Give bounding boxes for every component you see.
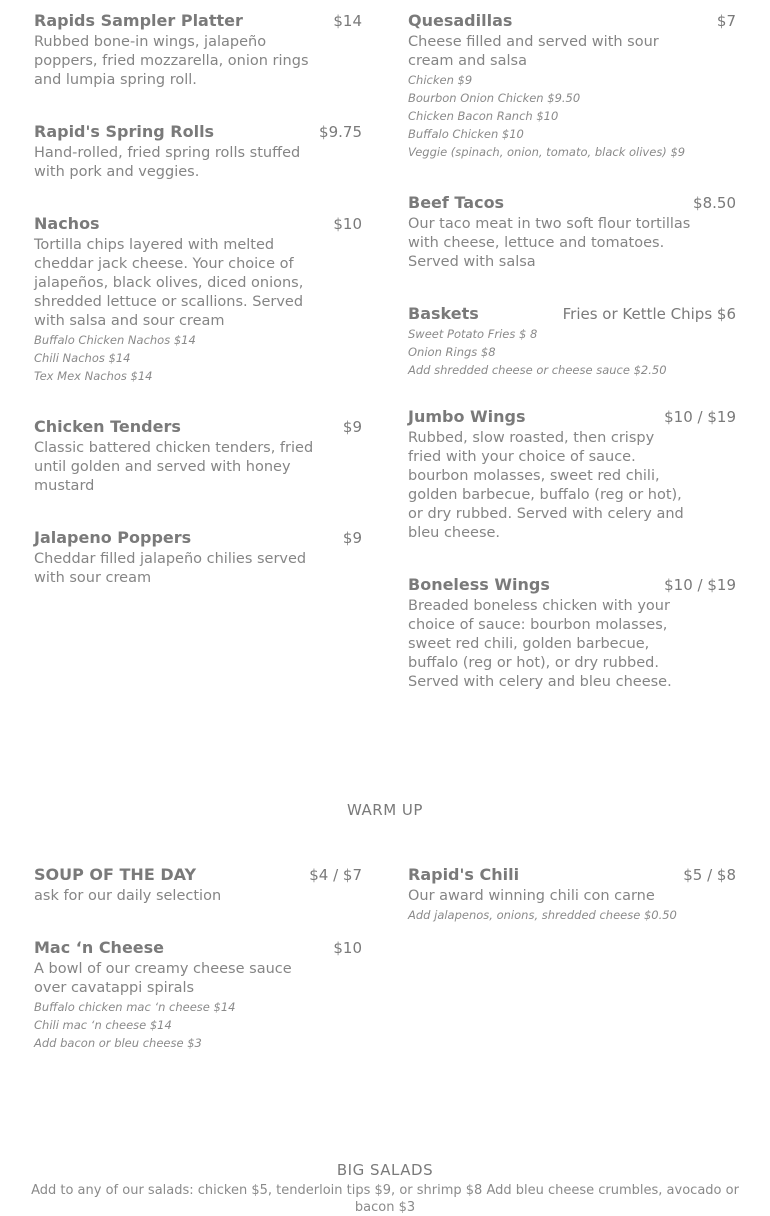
item-description: Cheddar filled jalapeño chilies served with sour cream — [34, 551, 307, 586]
item-description: Classic battered chicken tenders, fried until golden and served with honey mustard — [34, 440, 314, 494]
item-description: ask for our daily selection — [34, 888, 222, 904]
item-description: Tortilla chips layered with melted cheddar jack cheese. Your choice of jalapeños, black olives, diced onions, shredded lettuce or scallions. Served with salsa and sour cream — [34, 237, 304, 329]
item-description: Our taco meat in two soft flour tortillas with cheese, lettuce and tomatoes. Served with salsa — [408, 216, 691, 270]
item-description: Rubbed bone-in wings, jalapeño poppers, fried mozzarella, onion rings and lumpia spring roll. — [34, 34, 309, 88]
item-option: Add bacon or bleu cheese $3 — [34, 1036, 202, 1050]
salad-addons-note: Add to any of our salads: chicken $5, tenderloin tips $9, or shrimp $8 Add bleu cheese crumbles, avocado or bacon $3 — [31, 1183, 739, 1215]
item-price: $5 / $8 — [683, 866, 736, 884]
item-name: Baskets — [408, 304, 479, 323]
item-price: $14 — [333, 12, 362, 30]
item-description: Our award winning chili con carne — [408, 888, 655, 904]
menu-item — [408, 574, 736, 692]
menu-item — [408, 406, 736, 543]
item-price: $9 — [342, 418, 362, 436]
item-price: $9 — [342, 529, 362, 547]
item-option: Chili mac ‘n cheese $14 — [34, 1018, 172, 1032]
item-description: Breaded boneless chicken with your choice of sauce: bourbon molasses, sweet red chili, golden barbecue, buffalo (reg or hot), or dry rubbed. Served with celery and bleu cheese. — [408, 598, 672, 690]
item-name: Nachos — [34, 214, 100, 233]
menu-item — [34, 527, 362, 588]
item-name: Rapids Sampler Platter — [34, 11, 243, 30]
item-name: Quesadillas — [408, 11, 513, 30]
item-price: $8.50 — [693, 194, 736, 212]
item-name: Jumbo Wings — [408, 407, 526, 426]
item-option: Veggie (spinach, onion, tomato, black olives) $9 — [408, 145, 686, 159]
item-price: $10 — [333, 215, 362, 233]
item-description: Cheese filled and served with sour cream and salsa — [408, 34, 659, 69]
menu-item — [34, 864, 362, 906]
item-name: SOUP OF THE DAY — [34, 865, 197, 884]
item-option: Add jalapenos, onions, shredded cheese $0.50 — [408, 908, 677, 922]
menu-item — [34, 213, 362, 385]
item-option: Buffalo chicken mac ‘n cheese $14 — [34, 1000, 236, 1014]
section-title-big-salads: BIG SALADS — [336, 1161, 434, 1179]
menu-item — [408, 303, 736, 379]
item-name: Rapid's Chili — [408, 865, 520, 884]
menu-item — [34, 416, 362, 496]
item-option: Onion Rings $8 — [408, 345, 496, 359]
item-description: Hand-rolled, fried spring rolls stuffed with pork and veggies. — [34, 145, 301, 180]
item-option: Bourbon Onion Chicken $9.50 — [408, 91, 581, 105]
item-price: $10 / $19 — [664, 408, 736, 426]
item-option: Add shredded cheese or cheese sauce $2.50 — [408, 363, 667, 377]
item-option: Tex Mex Nachos $14 — [34, 369, 153, 383]
menu-item — [408, 10, 736, 161]
item-name: Boneless Wings — [408, 575, 550, 594]
item-name: Mac ‘n Cheese — [34, 938, 165, 957]
item-price: $10 / $19 — [664, 576, 736, 594]
item-option: Chicken Bacon Ranch $10 — [408, 109, 559, 123]
item-description: A bowl of our creamy cheese sauce over cavatappi spirals — [34, 961, 292, 996]
section-title-warm-up: WARM UP — [347, 801, 423, 819]
item-name: Chicken Tenders — [34, 417, 181, 436]
menu-item — [34, 10, 362, 90]
item-description: Rubbed, slow roasted, then crispy fried with your choice of sauce. bourbon molasses, sweet red chili, golden barbecue, buffalo (reg or hot), or dry rubbed. Served with celery and bleu cheese. — [408, 430, 684, 541]
item-price: $9.75 — [319, 123, 362, 141]
item-price: Fries or Kettle Chips $6 — [562, 305, 736, 323]
item-option: Buffalo Chicken Nachos $14 — [34, 333, 196, 347]
item-option: Sweet Potato Fries $ 8 — [408, 327, 538, 341]
item-option: Chicken $9 — [408, 73, 473, 87]
item-price: $7 — [716, 12, 736, 30]
menu-item — [408, 864, 736, 924]
item-price: $4 / $7 — [309, 866, 362, 884]
item-name: Beef Tacos — [408, 193, 505, 212]
item-name: Jalapeno Poppers — [34, 528, 192, 547]
item-option: Chili Nachos $14 — [34, 351, 131, 365]
menu-item — [408, 192, 736, 272]
item-price: $10 — [333, 939, 362, 957]
menu-item — [34, 937, 362, 1052]
menu-item — [34, 121, 362, 182]
item-name: Rapid's Spring Rolls — [34, 122, 215, 141]
item-option: Buffalo Chicken $10 — [408, 127, 524, 141]
